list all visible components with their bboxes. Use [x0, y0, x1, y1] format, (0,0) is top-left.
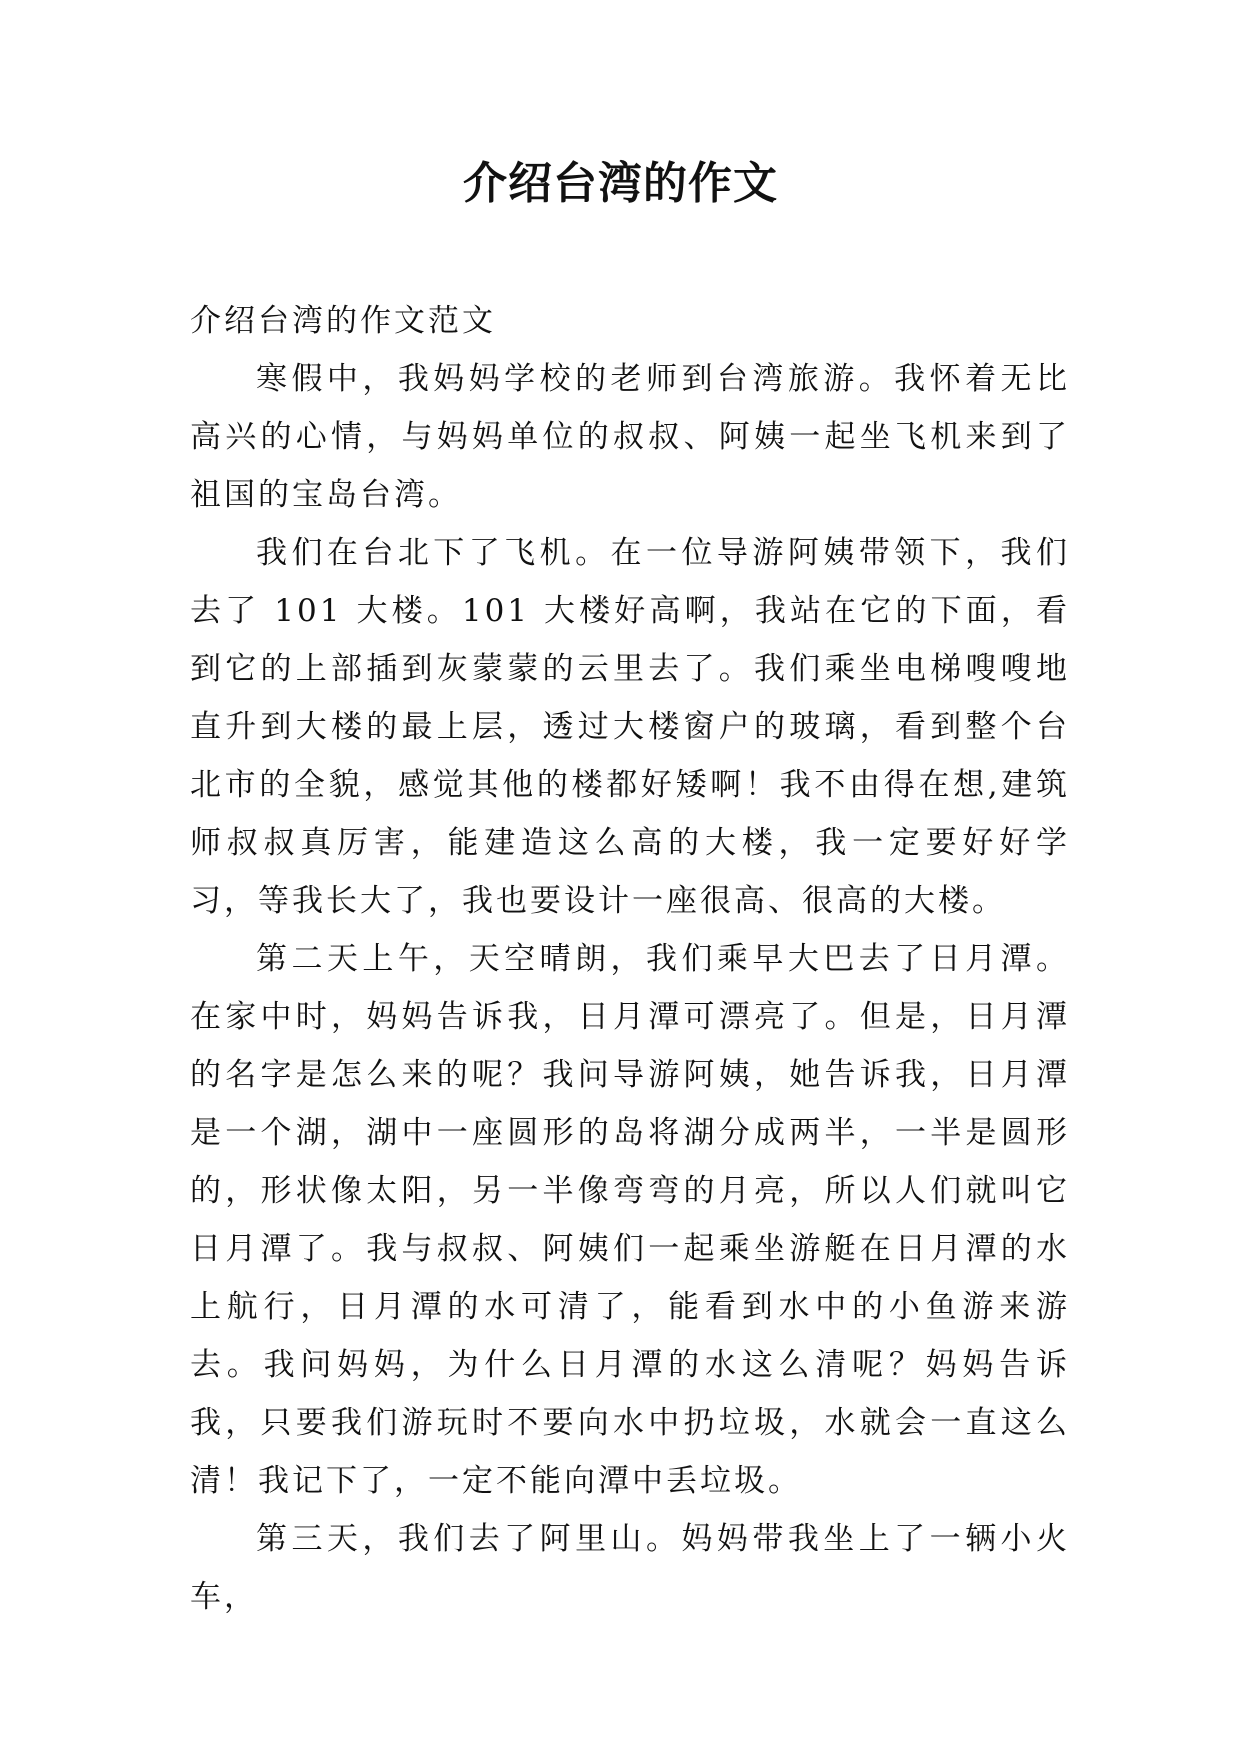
paragraph-4: 第三天，我们去了阿里山。妈妈带我坐上了一辆小火车， — [190, 1521, 1070, 1615]
paragraph-1: 寒假中，我妈妈学校的老师到台湾旅游。我怀着无比高兴的心情，与妈妈单位的叔叔、阿姨一起坐飞机来到了祖国的宝岛台湾。 — [190, 361, 1070, 513]
document-body — [190, 292, 1070, 1626]
page-title: 介绍台湾的作文 — [463, 158, 778, 209]
paragraph-3: 第二天上午，天空晴朗，我们乘早大巴去了日月潭。在家中时，妈妈告诉我，日月潭可漂亮了。但是，日月潭的名字是怎么来的呢？我问导游阿姨，她告诉我，日月潭是一个湖，湖中一座圆形的岛将湖分成两半，一半是圆形的，形状像太阳，另一半像弯弯的月亮，所以人们就叫它日月潭了。我与叔叔、阿姨们一起乘坐游艇在日月潭的水上航行，日月潭的水可清了，能看到水中的小鱼游来游去。我问妈妈，为什么日月潭的水这么清呢？妈妈告诉我，只要我们游玩时不要向水中扔垃圾，水就会一直这么清！我记下了，一定不能向潭中丢垃圾。 — [190, 941, 1070, 1499]
document-subtitle: 介绍台湾的作文范文 — [190, 303, 496, 339]
paragraph-2: 我们在台北下了飞机。在一位导游阿姨带领下，我们去了 101 大楼。101 大楼好高啊，我站在它的下面，看到它的上部插到灰蒙蒙的云里去了。我们乘坐电梯嗖嗖地直升到大楼的最上层，透过大楼窗户的玻璃，看到整个台北市的全貌，感觉其他的楼都好矮啊！我不由得在想,建筑师叔叔真厉害，能建造这么高的大楼，我一定要好好学习，等我长大了，我也要设计一座很高、很高的大楼。 — [190, 535, 1070, 919]
